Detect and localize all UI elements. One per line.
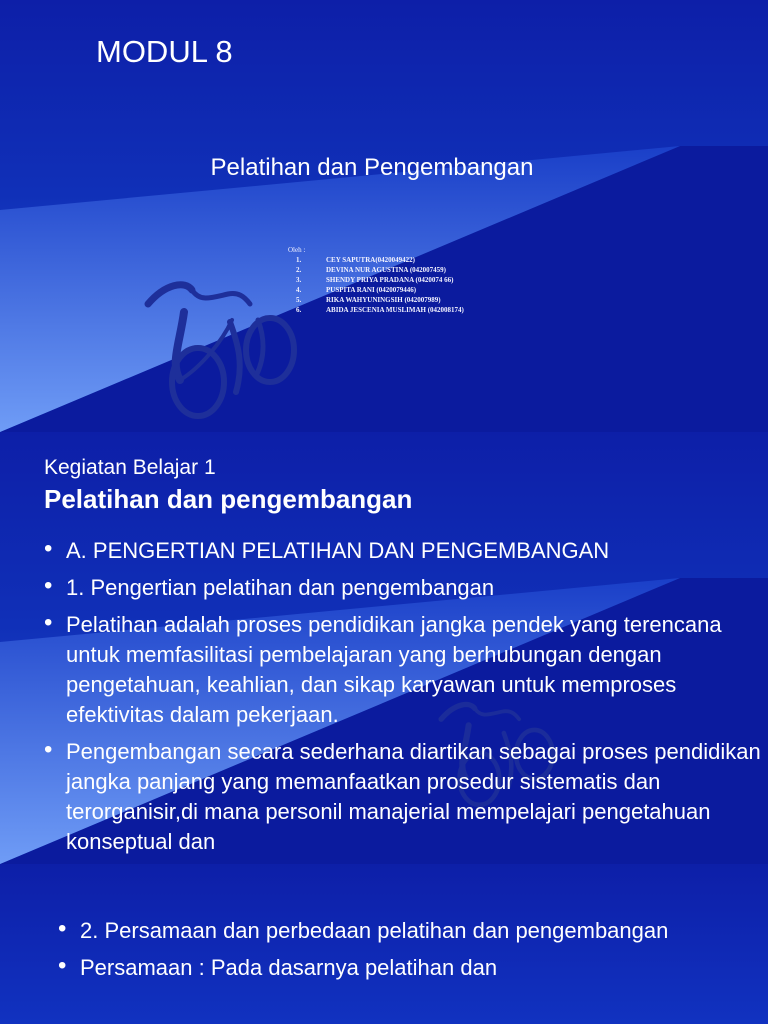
slide-title [0,0,768,432]
kegiatan-label: Kegiatan Belajar 1 [44,456,216,479]
member-row: 1. CEY SAPUTRA(0420049422) [296,256,415,264]
bullet-item: • A. PENGERTIAN PELATIHAN DAN PENGEMBANGAN [44,536,764,566]
bullet-list [58,916,758,990]
slide-kegiatan-belajar [0,432,768,864]
cyclist-icon [140,272,310,427]
member-row: 6. ABIDA JESCENIA MUSLIMAH (042008174) [296,306,464,314]
bullet-item: • Pengembangan secara sederhana diartikan sebagai proses pendidikan jangka panjang yang memanfaatkan prosedur sistematis dan terorganisir,di mana personil manajerial mempelajari pengetahuan konseptual dan [44,737,764,857]
bullet-item: • 1. Pengertian pelatihan dan pengembangan [44,573,764,603]
bullet-item: • Pelatihan adalah proses pendidikan jangka pendek yang terencana untuk memfasilitasi pembelajaran yang berhubungan dengan pengetahuan, keahlian, dan sikap karyawan untuk memproses efektivitas dalam pekerjaan. [44,610,764,730]
member-row: 2. DEVINA NUR AGUSTINA (042007459) [296,266,446,274]
bullet-list [44,536,764,864]
member-row: 3. SHENDY PRIYA PRADANA (0420074 66) [296,276,454,284]
bullet-item: • Persamaan : Pada dasarnya pelatihan dan [58,953,758,983]
member-row: 4. PUSPITA RANI (0420079446) [296,286,417,294]
oleh-label: Oleh : [288,246,306,254]
presentation-subtitle: Pelatihan dan Pengembangan [210,154,534,181]
slide-title: Pelatihan dan pengembangan [44,484,413,514]
module-title: MODUL 8 [96,34,233,69]
member-row: 5. RIKA WAHYUNINGSIH (042007989) [296,296,441,304]
slide-persamaan [0,864,768,1024]
member-list [296,256,464,316]
bullet-item: • 2. Persamaan dan perbedaan pelatihan dan pengembangan [58,916,758,946]
